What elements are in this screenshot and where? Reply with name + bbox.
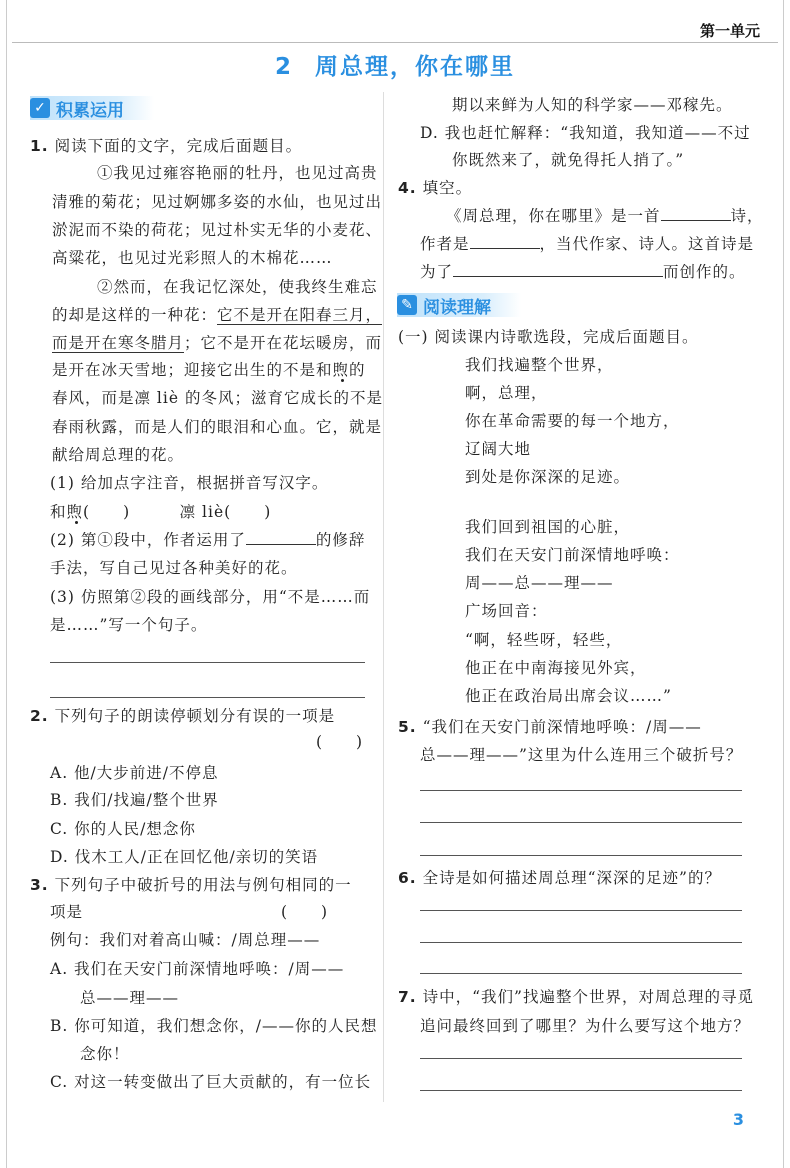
text-line xyxy=(420,233,754,255)
text-line xyxy=(465,438,531,460)
question-number: 1. xyxy=(30,137,49,155)
text-line xyxy=(52,332,382,354)
pencil-icon: ✎ xyxy=(397,295,417,315)
text: 高粱花，也见过光彩照人的木棉花…… xyxy=(52,249,333,267)
fill-blank[interactable] xyxy=(470,234,540,249)
text: 你既然来了，就免得托人捎了。” xyxy=(452,151,685,169)
text-line xyxy=(50,762,219,784)
text: 啊，总理， xyxy=(465,384,548,402)
text-line xyxy=(52,416,382,438)
text: 是……”写一个句子。 xyxy=(50,616,208,634)
header-divider xyxy=(12,42,778,43)
text-line xyxy=(50,529,365,551)
text-line xyxy=(50,818,196,840)
text-line xyxy=(50,958,344,980)
lesson-number: 2 xyxy=(274,54,293,80)
text: 的却是这样的一种花： xyxy=(52,306,218,324)
underlined-text: 它不是开在阳春三月， xyxy=(217,306,383,324)
text: 广场回音： xyxy=(465,602,548,620)
text-line xyxy=(465,685,672,707)
question-number: 4. xyxy=(398,179,417,197)
text: D. 伐木工人/正在回忆他/亲切的笑语 xyxy=(50,848,319,866)
lesson-title xyxy=(0,48,790,81)
text: 辽阔大地 xyxy=(465,440,532,458)
text: 追问最终回到了哪里？为什么要写这个地方？ xyxy=(420,1017,751,1035)
text: D. 我也赶忙解释：“我知道，我知道——不过 xyxy=(420,124,751,142)
text: 总——理——”这里为什么连用三个破折号？ xyxy=(420,746,743,764)
text-line xyxy=(50,1015,377,1037)
answer-line[interactable] xyxy=(420,855,742,856)
text: 为了 xyxy=(420,263,454,281)
text-line xyxy=(398,716,702,738)
text: 的修辞 xyxy=(315,531,366,549)
text-line xyxy=(398,867,721,889)
text-line xyxy=(52,219,382,241)
text-line xyxy=(50,929,320,951)
lesson-title-text: 周总理，你在哪里 xyxy=(315,54,515,80)
text: ①我见过雍容艳丽的牡丹，也见过高贵 xyxy=(97,164,378,182)
answer-line[interactable] xyxy=(50,662,365,663)
text: “啊，轻些呀，轻些， xyxy=(465,631,623,649)
answer-line[interactable] xyxy=(420,942,742,943)
text-line xyxy=(50,901,328,923)
text-line xyxy=(316,731,363,753)
text-line xyxy=(97,162,378,184)
text-line xyxy=(97,276,378,298)
text: 他正在中南海接见外宾， xyxy=(465,659,647,677)
section-reading xyxy=(397,293,521,317)
text: 周——总——理—— xyxy=(465,574,614,592)
text: ( ) xyxy=(316,733,364,751)
dotted-char: 煦 xyxy=(66,503,84,521)
text-line xyxy=(50,586,370,608)
text: (3) 仿照第②段的画线部分，用“不是……而 xyxy=(50,588,371,606)
text-line xyxy=(420,1015,750,1037)
column-divider xyxy=(383,92,384,1102)
text: 到处是你深深的足迹。 xyxy=(465,468,631,486)
text: “我们在天安门前深情地呼唤：/周—— xyxy=(416,718,702,736)
text: 清雅的菊花；见过婀娜多姿的水仙，也见过出 xyxy=(52,193,383,211)
text-line xyxy=(465,516,630,538)
fill-blank[interactable] xyxy=(453,262,663,277)
text: 手法，写自己见过各种美好的花。 xyxy=(50,559,298,577)
answer-line[interactable] xyxy=(420,1090,742,1091)
text: C. 对这一转变做出了巨大贡献的，有一位长 xyxy=(50,1073,372,1091)
text: 作者是 xyxy=(420,235,470,253)
text-line xyxy=(420,261,746,283)
text-line xyxy=(50,501,271,523)
text: 你在革命需要的每一个地方， xyxy=(465,412,680,430)
page-number: 3 xyxy=(732,1110,744,1129)
text-line xyxy=(80,1043,130,1065)
text-line xyxy=(465,382,548,404)
text-line xyxy=(465,466,630,488)
text-line xyxy=(52,387,383,409)
text-line xyxy=(398,177,472,199)
text-line xyxy=(465,629,622,651)
text: C. 你的人民/想念你 xyxy=(50,820,196,838)
text: 诗中，“我们”找遍整个世界，对周总理的寻觅 xyxy=(416,988,754,1006)
section-title: 阅读理解 xyxy=(423,297,491,318)
answer-line[interactable] xyxy=(420,790,742,791)
text: 项是 ( ) xyxy=(50,903,329,921)
text-line xyxy=(50,846,318,868)
text-line xyxy=(465,600,548,622)
text-line xyxy=(80,987,179,1009)
text-line xyxy=(52,304,382,326)
fill-blank[interactable] xyxy=(661,206,731,221)
unit-label: 第一单元 xyxy=(699,22,760,40)
text: (2) 第①段中，作者运用了 xyxy=(50,531,246,549)
text: 诗， xyxy=(730,207,764,225)
text: 阅读下面的文字，完成后面题目。 xyxy=(48,137,303,155)
text: 《周总理，你在哪里》是一首 xyxy=(446,207,661,225)
text: 是开在冰天雪地；迎接它出生的不是和 xyxy=(52,361,333,379)
text-line xyxy=(465,572,614,594)
text: A. 他/大步前进/不停息 xyxy=(50,764,219,782)
underlined-text: 而是开在寒冬腊月 xyxy=(52,334,185,352)
text: ；它不是开在花坛暖房，而 xyxy=(184,334,383,352)
text: 期以来鲜为人知的科学家——邓稼先。 xyxy=(452,96,733,114)
text: 春风，而是凛 liè 的冬风；滋育它成长的不是 xyxy=(52,389,383,407)
text: 和 xyxy=(50,503,67,521)
text-line xyxy=(50,789,219,811)
page-edge-right xyxy=(783,0,784,1168)
text: 的 xyxy=(349,361,366,379)
text-line xyxy=(50,557,298,579)
question-number: 6. xyxy=(398,869,417,887)
text-line xyxy=(398,986,754,1008)
text-line xyxy=(52,247,333,269)
text-line xyxy=(50,1071,371,1093)
page-edge-left xyxy=(6,0,7,1168)
text-line xyxy=(465,410,680,432)
text: 我们在天安门前深情地呼唤： xyxy=(465,546,680,564)
text: 我们找遍整个世界， xyxy=(465,356,614,374)
text-line xyxy=(30,705,335,727)
section-title: 积累运用 xyxy=(56,100,124,121)
text-line xyxy=(398,326,699,348)
text: 下列句子的朗读停顿划分有误的一项是 xyxy=(48,707,336,725)
answer-line[interactable] xyxy=(420,910,742,911)
text: ( ) 凛 liè( ) xyxy=(83,503,272,521)
text: ②然而，在我记忆深处，使我终生难忘 xyxy=(97,278,378,296)
question-number: 5. xyxy=(398,718,417,736)
text: 我们回到祖国的心脏， xyxy=(465,518,631,536)
text: 春雨秋露，而是人们的眼泪和心血。它，就是 xyxy=(52,418,383,436)
question-number: 3. xyxy=(30,876,49,894)
text: 他正在政治局出席会议……” xyxy=(465,687,672,705)
text-line xyxy=(465,657,647,679)
text: 全诗是如何描述周总理“深深的足迹”的？ xyxy=(416,869,721,887)
text-line xyxy=(452,94,733,116)
text: (1) 给加点字注音，根据拼音写汉字。 xyxy=(50,474,329,492)
text: B. 我们/找遍/整个世界 xyxy=(50,791,219,809)
text-line xyxy=(420,744,742,766)
checkbox-icon: ✓ xyxy=(30,98,50,118)
text: 填空。 xyxy=(416,179,473,197)
text: (一) 阅读课内诗歌选段，完成后面题目。 xyxy=(398,328,699,346)
text-line xyxy=(452,149,684,171)
answer-line[interactable] xyxy=(420,822,742,823)
text: 下列句子中破折号的用法与例句相同的一 xyxy=(48,876,352,894)
text: A. 我们在天安门前深情地呼唤：/周—— xyxy=(50,960,345,978)
text-line xyxy=(52,191,382,213)
text-line xyxy=(420,122,751,144)
dotted-char: 煦 xyxy=(332,361,350,379)
text-line xyxy=(50,472,328,494)
text: 念你！ xyxy=(80,1045,130,1063)
fill-blank[interactable] xyxy=(246,530,316,545)
text-line xyxy=(52,444,184,466)
text: 献给周总理的花。 xyxy=(52,446,185,464)
answer-line[interactable] xyxy=(420,1058,742,1059)
question-number: 7. xyxy=(398,988,417,1006)
text: B. 你可知道，我们想念你，/——你的人民想 xyxy=(50,1017,378,1035)
text-line xyxy=(30,874,352,896)
text-line xyxy=(52,359,366,381)
text-line xyxy=(446,205,764,227)
text-line xyxy=(465,544,680,566)
text: ，当代作家、诗人。这首诗是 xyxy=(539,235,755,253)
text: 例句：我们对着高山喊：/周总理—— xyxy=(50,931,321,949)
question-number: 2. xyxy=(30,707,49,725)
section-accumulate xyxy=(30,96,154,120)
text: 总——理—— xyxy=(80,989,180,1007)
text-line xyxy=(465,354,614,376)
text-line xyxy=(50,614,207,636)
text: 淤泥而不染的荷花；见过朴实无华的小麦花、 xyxy=(52,221,383,239)
text: 而创作的。 xyxy=(663,263,746,281)
answer-line[interactable] xyxy=(50,697,365,698)
answer-line[interactable] xyxy=(420,973,742,974)
text-line xyxy=(30,135,302,157)
